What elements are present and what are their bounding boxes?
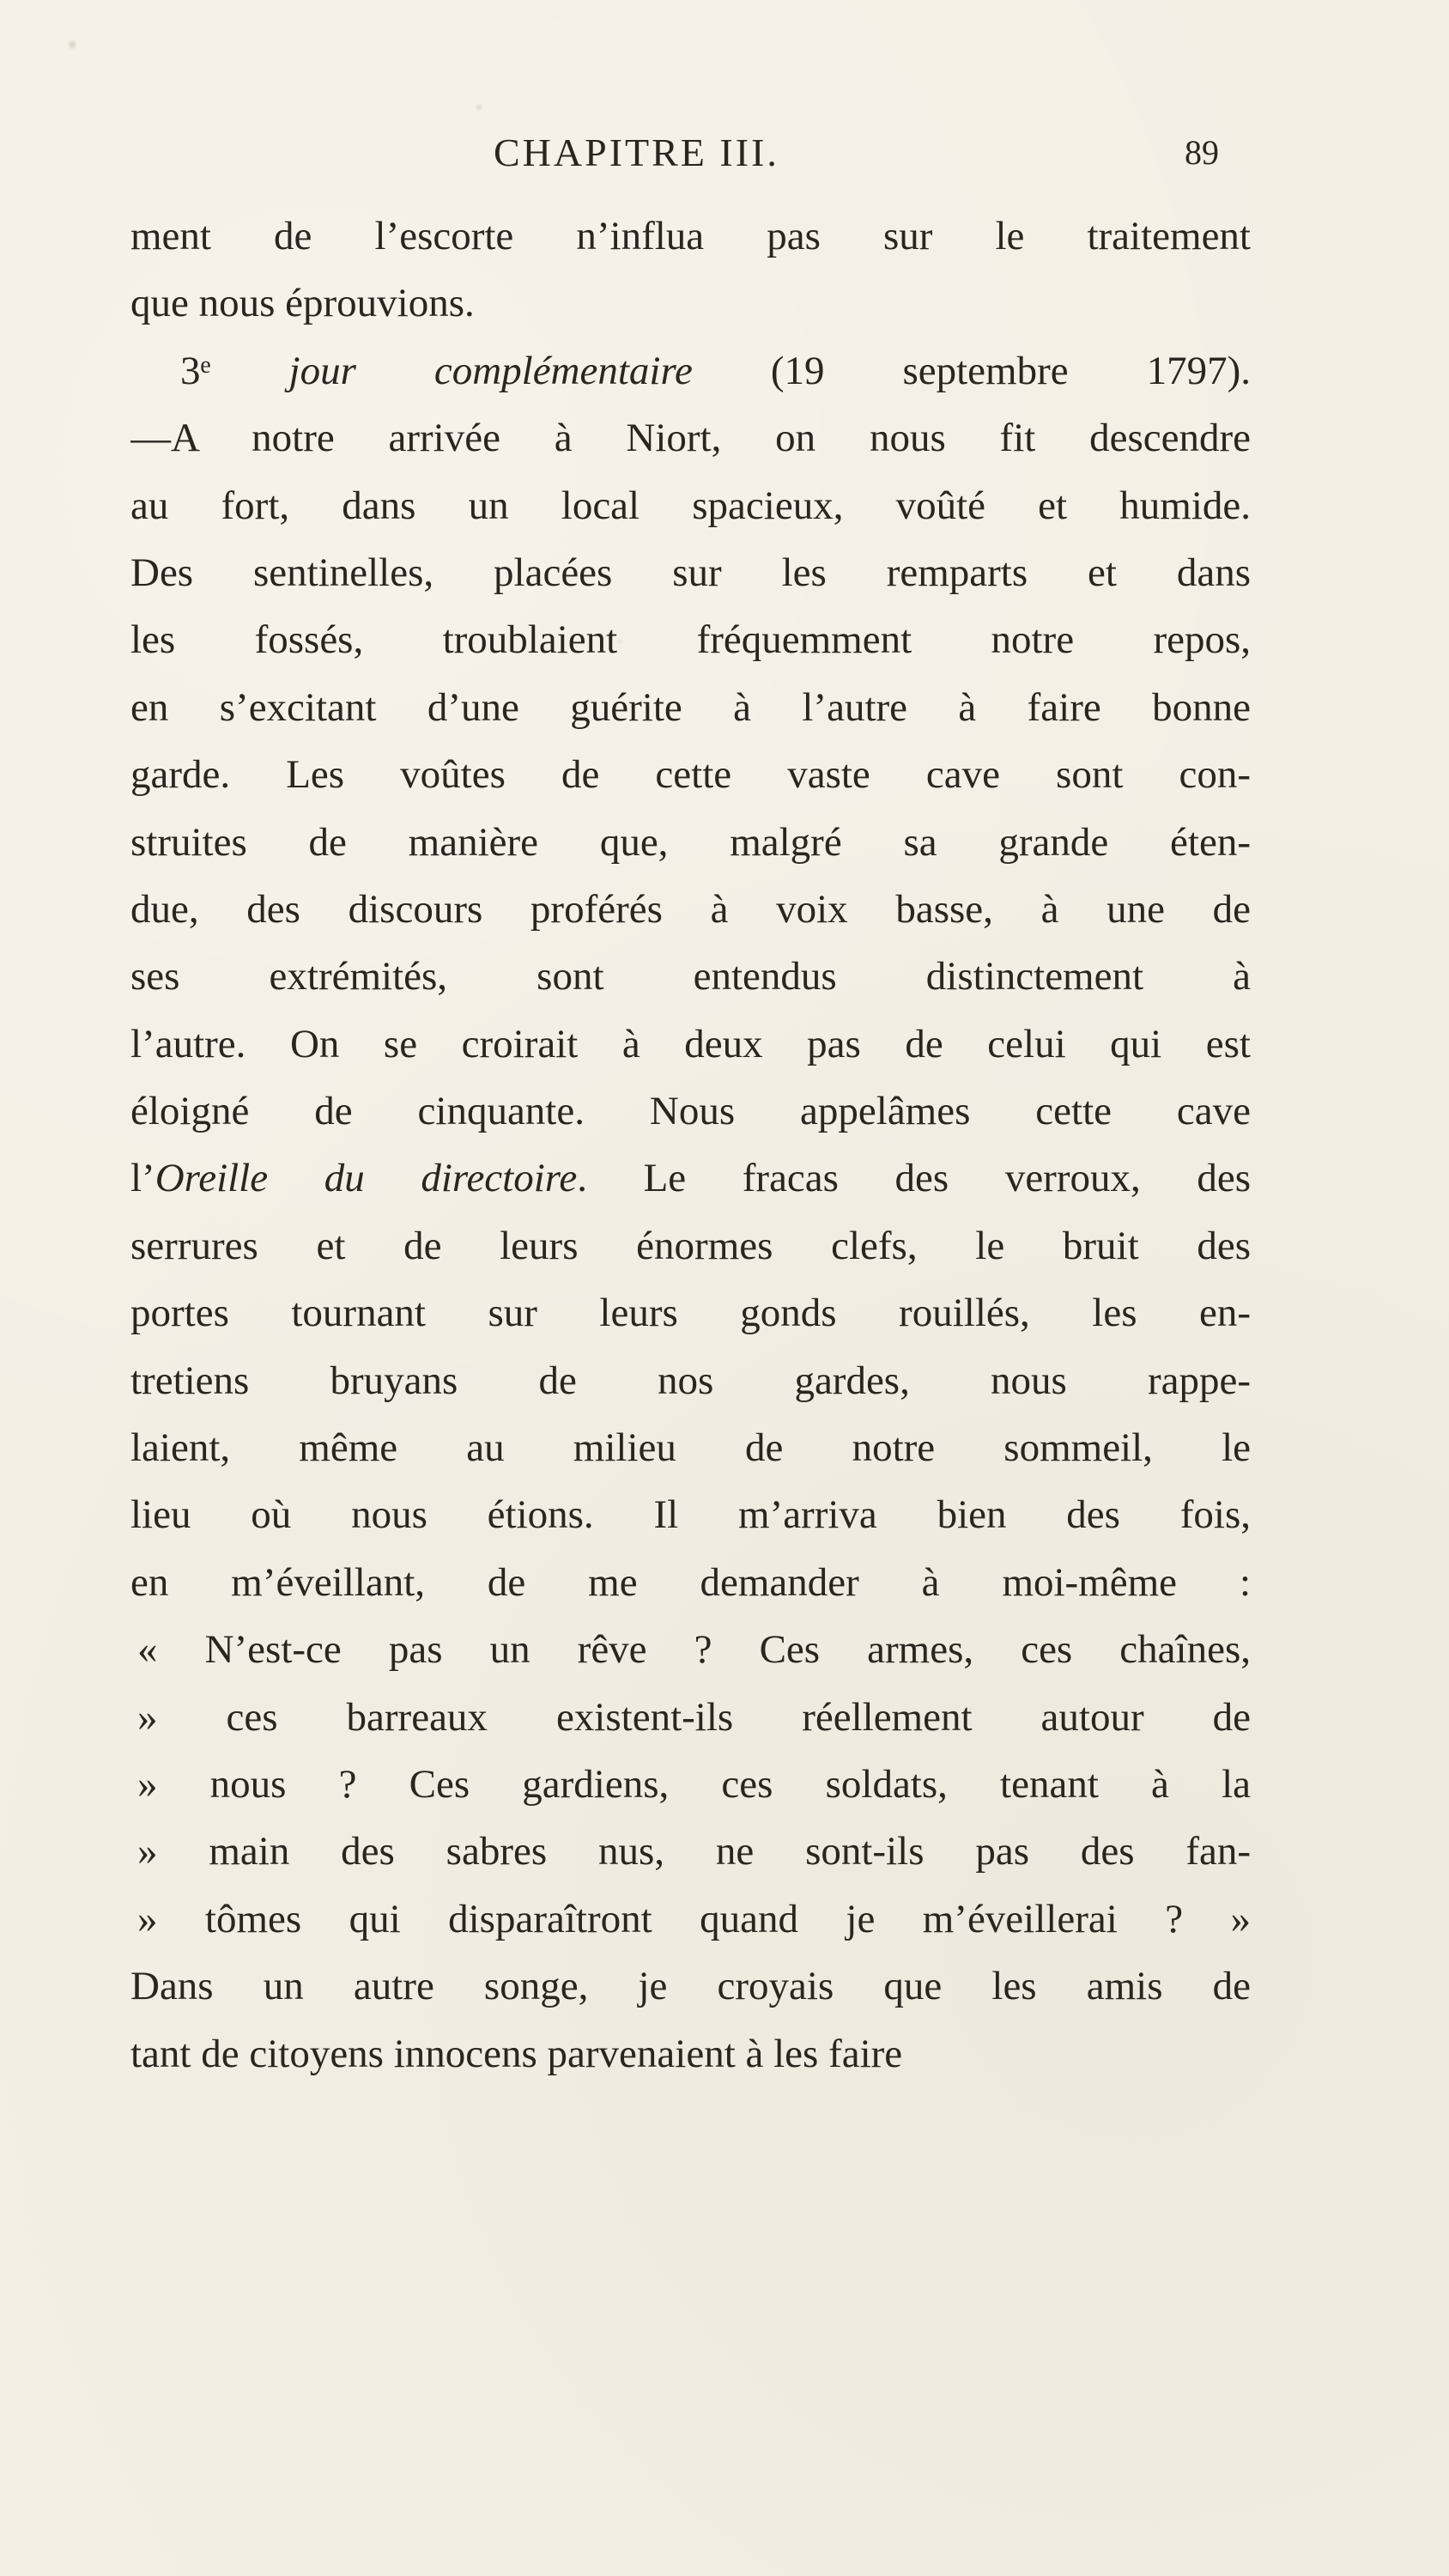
text-line: l’autre. On se croirait à deux pas de celui qui est xyxy=(130,1021,1251,1066)
text-line: éloigné de cinquante. Nous appelâmes cette cave xyxy=(130,1089,1251,1134)
paper-stain xyxy=(69,41,76,48)
italic-phrase: Oreille du directoire xyxy=(155,1156,578,1201)
text-line: laient, même au milieu de notre sommeil, le xyxy=(130,1425,1251,1471)
text-line: ment de l’escorte n’influa pas sur le traitement xyxy=(130,214,1251,258)
text-line: en s’excitant d’une guérite à l’autre à faire bonne xyxy=(130,684,1251,730)
text-line xyxy=(130,1145,1251,1212)
page-header xyxy=(0,127,1449,179)
text-line: portes tournant sur leurs gonds rouillés, les en- xyxy=(130,1291,1251,1336)
quoted-text-line: « N’est-ce pas un rêve ? Ces armes, ces chaînes, xyxy=(137,1627,1251,1673)
text-line: lieu où nous étions. Il m’arriva bien des fois, xyxy=(130,1492,1251,1538)
main-text xyxy=(130,203,1251,2087)
text-line: Dans un autre songe, je croyais que les amis de xyxy=(130,1964,1251,2009)
text-line: que nous éprouvions. xyxy=(130,281,475,326)
quoted-text-line: » nous ? Ces gardiens, ces soldats, tenant à la xyxy=(137,1761,1251,1807)
italic-date-label: jour complémentaire xyxy=(288,348,693,393)
running-head: CHAPITRE III. xyxy=(494,131,779,174)
date-heading: 3ᵉ jour complémentaire (19 septembre 1797). xyxy=(180,348,1251,393)
quoted-text-line: » ces barreaux existent-ils réellement autour de xyxy=(137,1694,1251,1740)
text-line: tant de citoyens innocens parvenaient à les faire xyxy=(130,2031,903,2076)
text-line: —A notre arrivée à Niort, on nous fit descendre xyxy=(130,416,1251,461)
text-line: garde. Les voûtes de cette vaste cave sont con- xyxy=(130,752,1251,798)
text-line: en m’éveillant, de me demander à moi-même : xyxy=(130,1559,1251,1605)
text-line: serrures et de leurs énormes clefs, le bruit des xyxy=(130,1223,1251,1268)
text-line: struites de manière que, malgré sa grande éten- xyxy=(130,819,1251,865)
text-line: tretiens bruyans de nos gardes, nous rappe- xyxy=(130,1358,1251,1403)
text-line xyxy=(130,337,1251,404)
quoted-text-line: » tômes qui disparaîtront quand je m’éveillerai ? » xyxy=(137,1896,1251,1941)
text-line: Des sentinelles, placées sur les remparts et dans xyxy=(130,550,1251,595)
quoted-text-line: » main des sabres nus, ne sont-ils pas des fan- xyxy=(137,1829,1251,1874)
text-line: les fossés, troublaient fréquemment notre repos, xyxy=(130,617,1251,663)
text-line: au fort, dans un local spacieux, voûté et humide. xyxy=(130,483,1251,528)
page-number: 89 xyxy=(1185,133,1219,172)
paper-stain xyxy=(476,105,482,110)
italic-phrase-line: l’Oreille du directoire. Le fracas des verroux, des xyxy=(130,1156,1251,1201)
text-line: due, des discours proférés à voix basse, à une de xyxy=(130,886,1251,932)
text-line: ses extrémités, sont entendus distinctement à xyxy=(130,954,1251,999)
